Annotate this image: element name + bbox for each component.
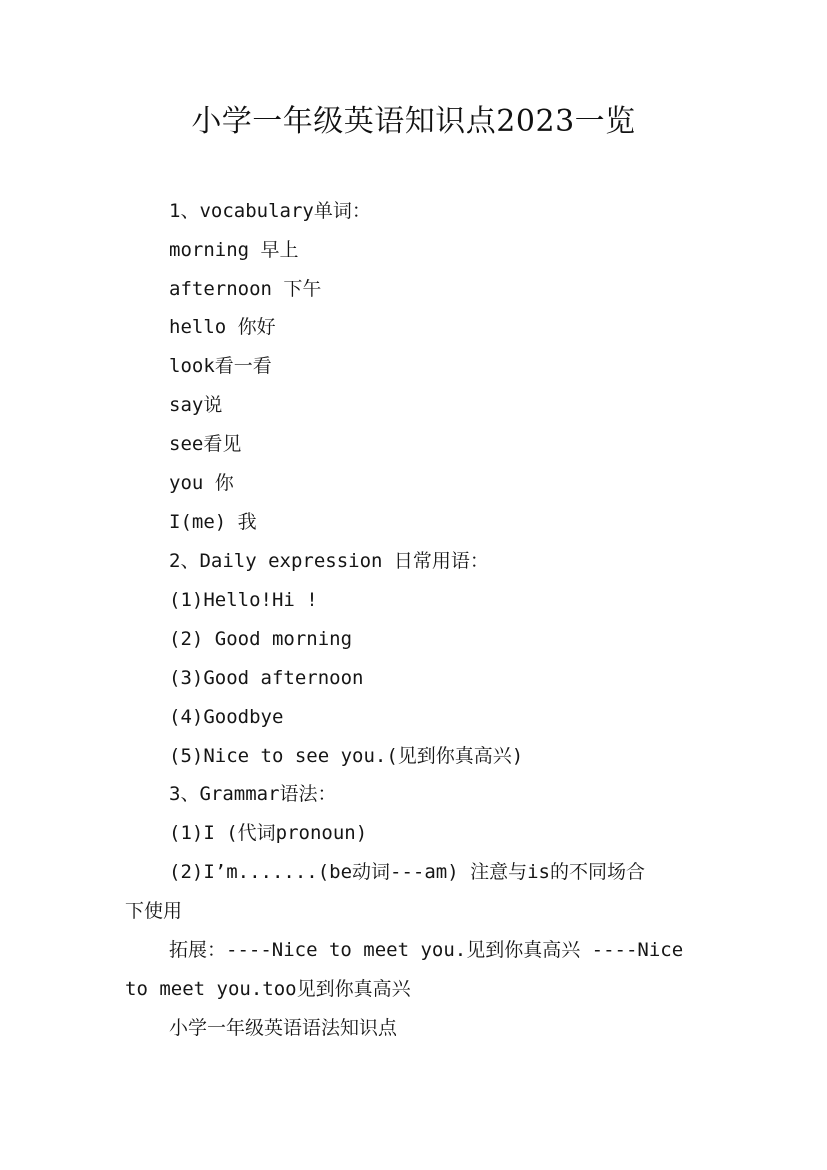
text-line-say: say说 [169, 394, 223, 416]
text-line-look: look看一看 [169, 355, 272, 377]
text-line-grammar-1: (1)I (代词pronoun) [169, 822, 368, 844]
text-line-hello: hello 你好 [169, 316, 276, 338]
text-line-daily-expression-heading: 2、Daily expression 日常用语： [169, 550, 489, 572]
text-line-expression-5: (5)Nice to see you.(见到你真高兴) [169, 745, 524, 767]
text-line-see: see看见 [169, 433, 242, 455]
text-line-afternoon: afternoon 下午 [169, 278, 322, 300]
text-line-expression-4: (4)Goodbye [169, 706, 284, 728]
text-line-extension: 拓展：----Nice to meet you.见到你真高兴 ----Nice [169, 939, 684, 961]
text-line-extension-continued: to meet you.too见到你真高兴 [125, 978, 411, 1000]
text-line-expression-3: (3)Good afternoon [169, 667, 364, 689]
text-line-you: you 你 [169, 472, 234, 494]
text-line-grammar-2-continued: 下使用 [125, 900, 183, 922]
text-line-grammar-heading: 3、Grammar语法： [169, 783, 337, 805]
text-line-vocabulary-heading: 1、vocabulary单词： [169, 200, 371, 222]
text-line-grammar-knowledge-heading: 小学一年级英语语法知识点 [169, 1017, 398, 1039]
text-line-morning: morning 早上 [169, 239, 299, 261]
text-line-expression-2: (2) Good morning [169, 628, 353, 650]
text-line-grammar-2: (2)I’m.......(be动词---am) 注意与is的不同场合 [169, 861, 645, 883]
text-line-i-me: I(me) 我 [169, 511, 257, 533]
text-line-expression-1: (1)Hello!Hi ! [169, 589, 318, 611]
document-title: 小学一年级英语知识点2023一览 [191, 104, 636, 139]
